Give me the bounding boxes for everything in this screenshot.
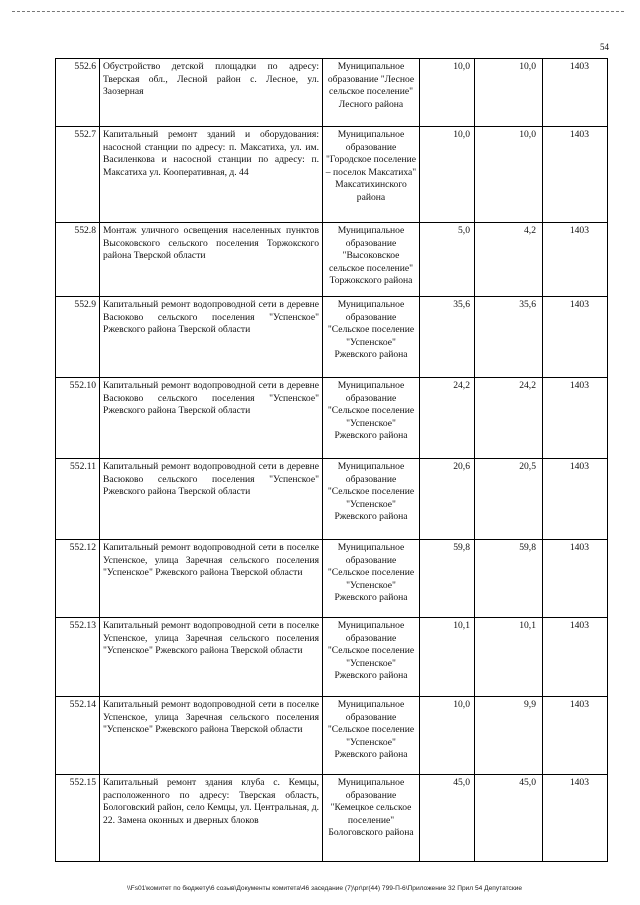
row-number: 552.9 — [56, 297, 100, 378]
row-number: 552.8 — [56, 223, 100, 297]
appropriations-table — [55, 58, 608, 862]
row-description: Капитальный ремонт водопроводной сети в поселке Успенское, улица Заречная сельского поселения "Успенское" Ржевского района Тверской области — [100, 697, 323, 775]
row-amount-2: 10,1 — [475, 618, 543, 697]
row-amount-1: 45,0 — [420, 775, 475, 862]
row-amount-2: 45,0 — [475, 775, 543, 862]
row-code: 1403 — [543, 297, 608, 378]
row-amount-1: 10,1 — [420, 618, 475, 697]
row-amount-2: 59,8 — [475, 540, 543, 618]
row-description: Капитальный ремонт водопроводной сети в деревне Васюково сельского поселения "Успенское" Ржевского района Тверской области — [100, 378, 323, 459]
file-path-footer: \\Fs01\комитет по бюджету\6 созыв\Документы комитета\46 заседание (7)\pr\pr(44) 799-П-6\Приложение 32 Прил 54 Депутатские — [127, 885, 523, 892]
table-row — [56, 618, 608, 697]
row-description: Капитальный ремонт здания клуба с. Кемцы, расположенного по адресу: Тверская область, Бологовский район, село Кемцы, ул. Центральная, д. 22. Замена оконных и дверных блоков — [100, 775, 323, 862]
row-description: Монтаж уличного освещения населенных пунктов Высоковского сельского поселения Торжокского района Тверской области — [100, 223, 323, 297]
table-row — [56, 459, 608, 540]
row-description: Капитальный ремонт водопроводной сети в деревне Васюково сельского поселения "Успенское" Ржевского района Тверской области — [100, 459, 323, 540]
table-row — [56, 540, 608, 618]
row-amount-1: 24,2 — [420, 378, 475, 459]
page-number: 54 — [600, 42, 609, 52]
row-code: 1403 — [543, 775, 608, 862]
row-recipient: Муниципальное образование "Кемецкое сельское поселение" Бологовского района — [323, 775, 420, 862]
row-number: 552.14 — [56, 697, 100, 775]
table-row — [56, 223, 608, 297]
row-description: Обустройство детской площадки по адресу: Тверская обл., Лесной район с. Лесное, ул. Заозерная — [100, 59, 323, 127]
table-row — [56, 697, 608, 775]
row-amount-1: 20,6 — [420, 459, 475, 540]
row-amount-1: 10,0 — [420, 59, 475, 127]
row-code: 1403 — [543, 459, 608, 540]
row-amount-2: 9,9 — [475, 697, 543, 775]
table-row — [56, 775, 608, 862]
row-recipient: Муниципальное образование "Лесное сельское поселение" Лесного района — [323, 59, 420, 127]
row-recipient: Муниципальное образование "Высоковское сельское поселение" Торжокского района — [323, 223, 420, 297]
row-amount-1: 35,6 — [420, 297, 475, 378]
row-amount-2: 10,0 — [475, 59, 543, 127]
row-amount-2: 4,2 — [475, 223, 543, 297]
row-recipient: Муниципальное образование "Сельское поселение "Успенское" Ржевского района — [323, 697, 420, 775]
row-amount-2: 35,6 — [475, 297, 543, 378]
scan-top-rule — [12, 11, 624, 12]
row-recipient: Муниципальное образование "Сельское поселение "Успенское" Ржевского района — [323, 540, 420, 618]
row-number: 552.15 — [56, 775, 100, 862]
row-code: 1403 — [543, 223, 608, 297]
row-description: Капитальный ремонт водопроводной сети в поселке Успенское, улица Заречная сельского поселения "Успенское" Ржевского района Тверской области — [100, 618, 323, 697]
row-amount-1: 5,0 — [420, 223, 475, 297]
row-recipient: Муниципальное образование "Сельское поселение "Успенское" Ржевского района — [323, 459, 420, 540]
row-recipient: Муниципальное образование "Сельское поселение "Успенское" Ржевского района — [323, 618, 420, 697]
row-code: 1403 — [543, 697, 608, 775]
row-description: Капитальный ремонт зданий и оборудования: насосной станции по адресу: п. Максатиха, ул. им. Василенкова и насосной станции по адресу: п. Максатиха ул. Кооперативная, д. 44 — [100, 127, 323, 223]
row-code: 1403 — [543, 59, 608, 127]
row-amount-2: 24,2 — [475, 378, 543, 459]
row-number: 552.13 — [56, 618, 100, 697]
row-amount-1: 10,0 — [420, 127, 475, 223]
row-code: 1403 — [543, 618, 608, 697]
row-number: 552.12 — [56, 540, 100, 618]
row-number: 552.10 — [56, 378, 100, 459]
row-number: 552.6 — [56, 59, 100, 127]
row-amount-1: 10,0 — [420, 697, 475, 775]
row-recipient: Муниципальное образование "Городское поселение – поселок Максатиха" Максатихинского района — [323, 127, 420, 223]
row-description: Капитальный ремонт водопроводной сети в деревне Васюково сельского поселения "Успенское" Ржевского района Тверской области — [100, 297, 323, 378]
row-number: 552.11 — [56, 459, 100, 540]
row-code: 1403 — [543, 127, 608, 223]
table-row — [56, 59, 608, 127]
row-recipient: Муниципальное образование "Сельское поселение "Успенское" Ржевского района — [323, 297, 420, 378]
row-number: 552.7 — [56, 127, 100, 223]
row-recipient: Муниципальное образование "Сельское поселение "Успенское" Ржевского района — [323, 378, 420, 459]
row-amount-2: 10,0 — [475, 127, 543, 223]
row-description: Капитальный ремонт водопроводной сети в поселке Успенское, улица Заречная сельского поселения "Успенское" Ржевского района Тверской области — [100, 540, 323, 618]
row-code: 1403 — [543, 540, 608, 618]
row-amount-2: 20,5 — [475, 459, 543, 540]
table-row — [56, 378, 608, 459]
table-row — [56, 297, 608, 378]
row-code: 1403 — [543, 378, 608, 459]
table-row — [56, 127, 608, 223]
row-amount-1: 59,8 — [420, 540, 475, 618]
